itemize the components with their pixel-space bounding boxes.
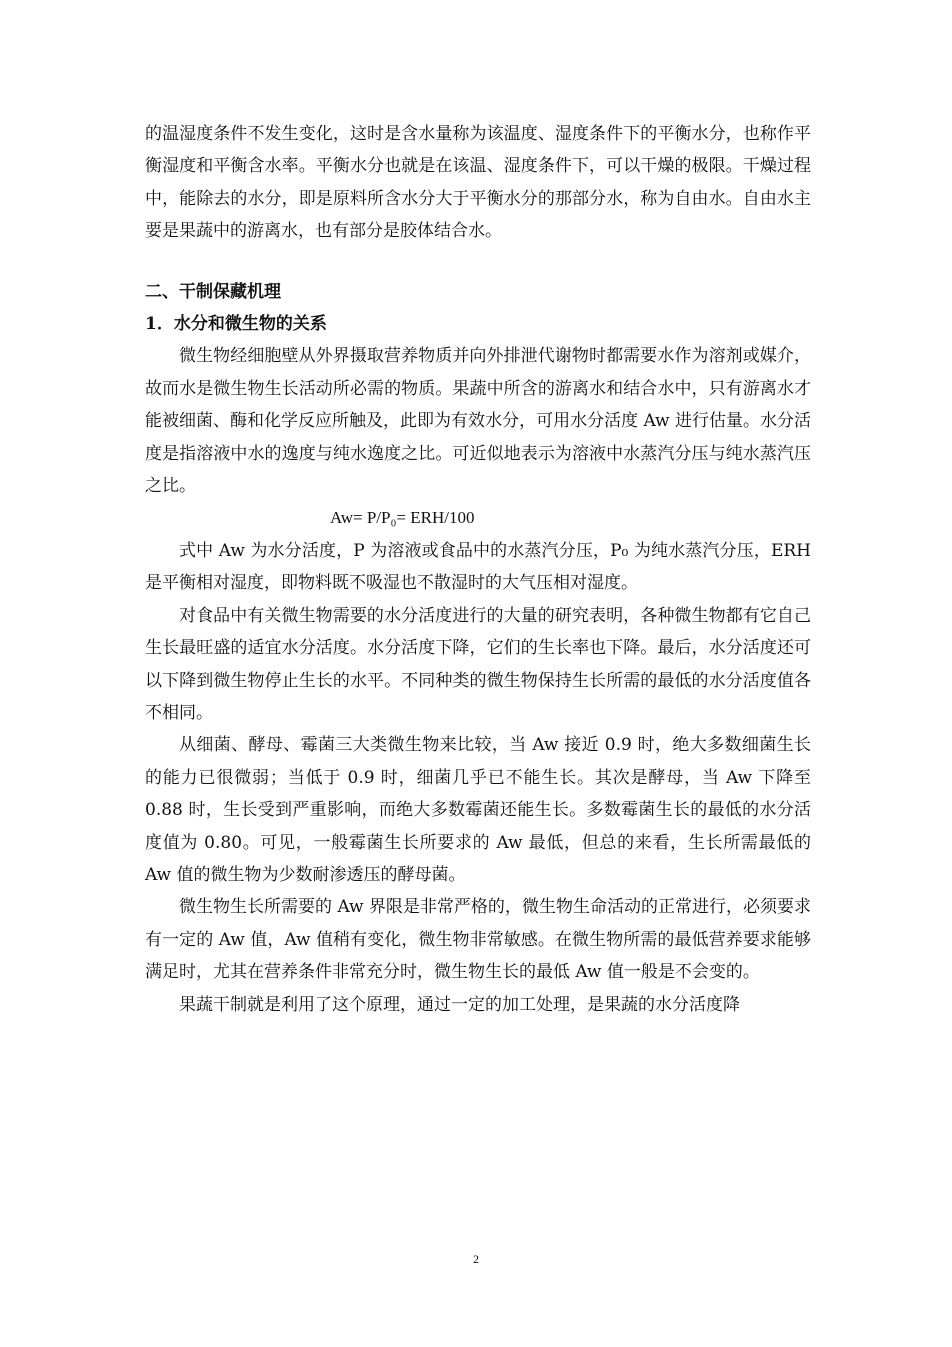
subsection-heading: 1．水分和微生物的关系 [145, 314, 327, 335]
page-number: 2 [473, 1252, 479, 1266]
paragraph-comparison: 从细菌、酵母、霉菌三大类微生物来比较，当 Aw 接近 0.9 时，绝大多数细菌生长的能力已很微弱；当低于 0.9 时，细菌几乎已不能生长。其次是酵母，当 Aw 下降至 0.88 时，生长受到严重影响，而绝大多数霉菌还能生长。多数霉菌生长的最低的水分活度值为 0.80。可见，一般霉菌生长所要求的 Aw 最低，但总的来看，生长所需最低的 Aw 值的微生物为少数耐渗透压的酵母菌。 [145, 735, 811, 885]
section-heading: 二、干制保藏机理 [145, 281, 281, 302]
document-page [145, 118, 811, 1021]
paragraph-intro: 微生物经细胞壁从外界摄取营养物质并向外排泄代谢物时都需要水作为溶剂或媒介，故而水是微生物生长活动所必需的物质。果蔬中所含的游离水和结合水中，只有游离水才能被细菌、酶和化学反应所触及，此即为有效水分，可用水分活度 Aw 进行估量。水分活度是指溶液中水的逸度与纯水逸度之比。可近似地表示为溶液中水蒸汽分压与纯水蒸汽压之比。 [145, 346, 811, 497]
paragraph-aw-limit: 微生物生长所需要的 Aw 界限是非常严格的，微生物生命活动的正常进行，必须要求有一定的 Aw 值，Aw 值稍有变化，微生物非常敏感。在微生物所需的最低营养要求能够满足时，尤其在营养条件非常充分时，微生物生长的最低 Aw 值一般是不会变的。 [145, 897, 811, 983]
paragraph-research: 对食品中有关微生物需要的水分活度进行的大量的研究表明，各种微生物都有它自己生长最旺盛的适宜水分活度。水分活度下降，它们的生长率也下降。最后，水分活度还可以下降到微生物停止生长的水平。不同种类的微生物保持生长所需的最低的水分活度值各不相同。 [145, 605, 811, 723]
paragraph-formula-description: 式中 Aw 为水分活度，P 为溶液或食品中的水蒸汽分压，P₀ 为纯水蒸汽分压，ERH 是平衡相对湿度，即物料既不吸湿也不散湿时的大气压相对湿度。 [145, 540, 811, 594]
paragraph-drying-principle: 果蔬干制就是利用了这个原理，通过一定的加工处理，是果蔬的水分活度降 [179, 994, 740, 1015]
section-gap [145, 248, 811, 276]
formula: Aw= P/P₀= ERH/100 [330, 508, 475, 528]
paragraph-equilibrium-moisture: 的温湿度条件不发生变化，这时是含水量称为该温度、湿度条件下的平衡水分，也称作平衡湿度和平衡含水率。平衡水分也就是在该温、湿度条件下，可以干燥的极限。干燥过程中，能除去的水分，即是原料所含水分大于平衡水分的那部分水，称为自由水。自由水主要是果蔬中的游离水，也有部分是胶体结合水。 [145, 124, 811, 242]
